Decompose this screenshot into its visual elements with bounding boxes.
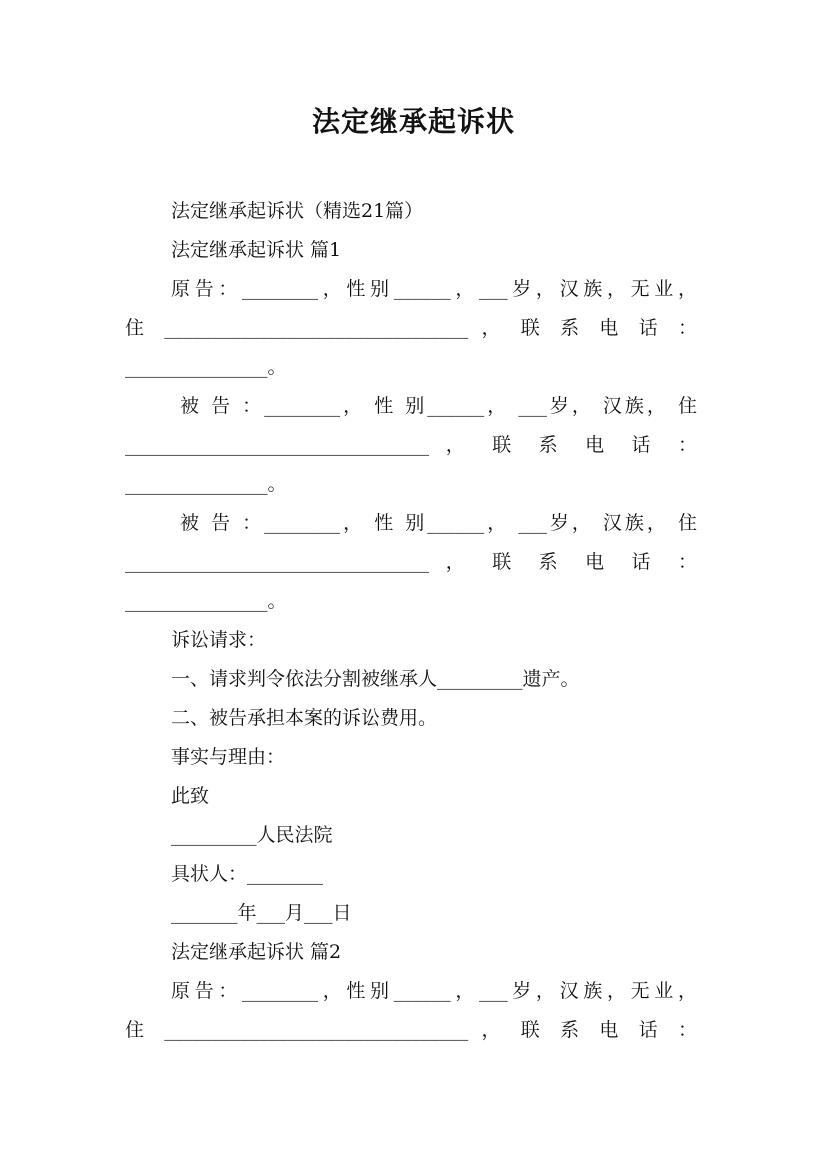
defendant-1-phone-line: _______________。: [125, 473, 287, 495]
plaintiff-line-2: 原告：________，性别______，___岁，汉族，无业，: [171, 980, 697, 1002]
claims-heading: 诉讼请求：: [171, 629, 267, 651]
closing-salutation: 此致: [171, 785, 210, 807]
document-title: 法定继承起诉状: [311, 105, 515, 138]
court-name-line: _________人民法院: [171, 824, 333, 846]
section-heading-2: 法定继承起诉状 篇2: [171, 941, 342, 963]
defendant-1-line: 被 告 ：________， 性 别______， ___岁， 汉族， 住: [171, 395, 697, 417]
defendant-2-line: 被 告 ：________， 性 别______， ___岁， 汉族， 住: [171, 512, 697, 534]
plaintiff-address-line: 住 ________________________________ ， 联 系 电 话 ：: [125, 317, 697, 339]
defendant-1-address-line: ________________________________ ， 联 系 电 话 ：: [125, 434, 697, 456]
date-line: _______年___月___日: [171, 902, 352, 924]
claim-item-1: 一、请求判令依法分割被继承人_________遗产。: [171, 668, 580, 690]
signer-line: 具状人：________: [171, 863, 324, 885]
subtitle-line: 法定继承起诉状（精选21篇）: [171, 200, 424, 222]
plaintiff-line: 原告：________，性别______，___岁，汉族，无业，: [171, 278, 697, 300]
claim-item-2: 二、被告承担本案的诉讼费用。: [171, 707, 438, 729]
section-heading-1: 法定继承起诉状 篇1: [171, 239, 342, 261]
defendant-2-address-line: ________________________________ ， 联 系 电 话 ：: [125, 551, 697, 573]
plaintiff-address-line-2: 住 ________________________________ ， 联 系 电 话 ：: [125, 1019, 697, 1041]
facts-heading: 事实与理由：: [171, 746, 286, 768]
defendant-2-phone-line: _______________。: [125, 590, 287, 612]
plaintiff-phone-line: _______________。: [125, 356, 287, 378]
